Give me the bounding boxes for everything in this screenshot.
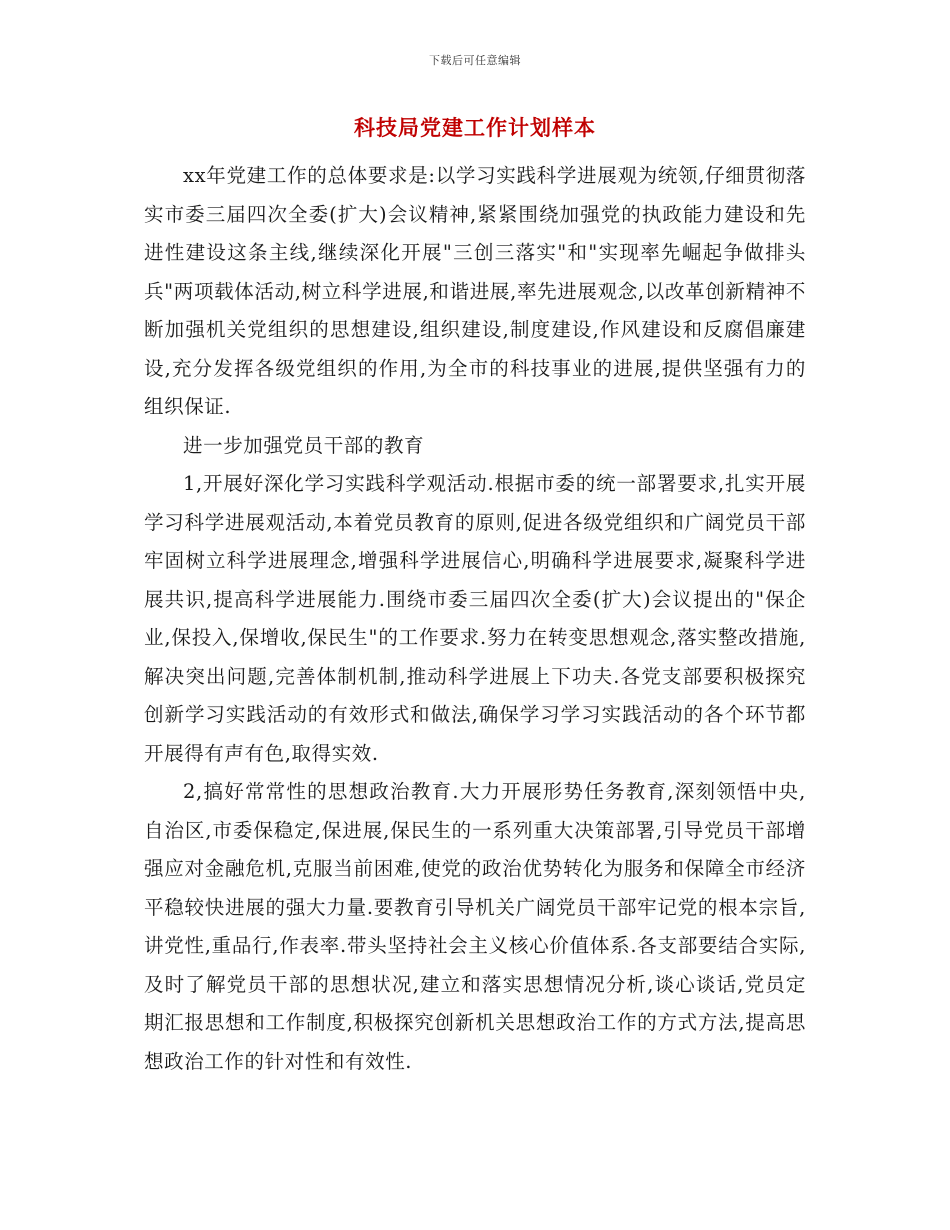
page-title: 科技局党建工作计划样本: [354, 115, 596, 140]
header-note: 下载后可任意编辑: [429, 54, 521, 67]
paragraph-item-2: 2,搞好常常性的思想政治教育.大力开展形势任务教育,深刻领悟中央,自治区,市委保稳定,保进展,保民生的一系列重大决策部署,引导党员干部增强应对金融危机,克服当前困难,使党的政治优势转化为服务和保障全市经济平稳较快进展的强大力量.要教育引导机关广阔党员干部牢记党的根本宗旨,讲党性,重品行,作表率.带头坚持社会主义核心价值体系.各支部要结合实际,及时了解党员干部的思想状况,建立和落实思想情况分析,谈心谈话,党员定期汇报思想和工作制度,积极探究创新机关思想政治工作的方式方法,提高思想政治工作的针对性和有效性.: [144, 780, 806, 1073]
paragraph-overview: xx年党建工作的总体要求是:以学习实践科学进展观为统领,仔细贯彻落实市委三届四次全委(扩大)会议精神,紧紧围绕加强党的执政能力建设和先进性建设这条主线,继续深化开展"三创三落实"和"实现率先崛起争做排头兵"两项载体活动,树立科学进展,和谐进展,率先进展观念,以改革创新精神不断加强机关党组织的思想建设,组织建设,制度建设,作风建设和反腐倡廉建设,充分发挥各级党组织的作用,为全市的科技事业的进展,提供坚强有力的组织保证.: [144, 164, 806, 418]
section-heading: 进一步加强党员干部的教育: [183, 433, 425, 457]
document-body: [144, 157, 806, 1081]
paragraph-item-1: 1,开展好深化学习实践科学观活动.根据市委的统一部署要求,扎实开展学习科学进展观活动,本着党员教育的原则,促进各级党组织和广阔党员干部牢固树立科学进展理念,增强科学进展信心,明确科学进展要求,凝聚科学进展共识,提高科学进展能力.围绕市委三届四次全委(扩大)会议提出的"保企业,保投入,保增收,保民生"的工作要求.努力在转变思想观念,落实整改措施,解决突出问题,完善体制机制,推动科学进展上下功夫.各党支部要积极探究创新学习实践活动的有效形式和做法,确保学习学习实践活动的各个环节都开展得有声有色,取得实效.: [144, 472, 806, 765]
